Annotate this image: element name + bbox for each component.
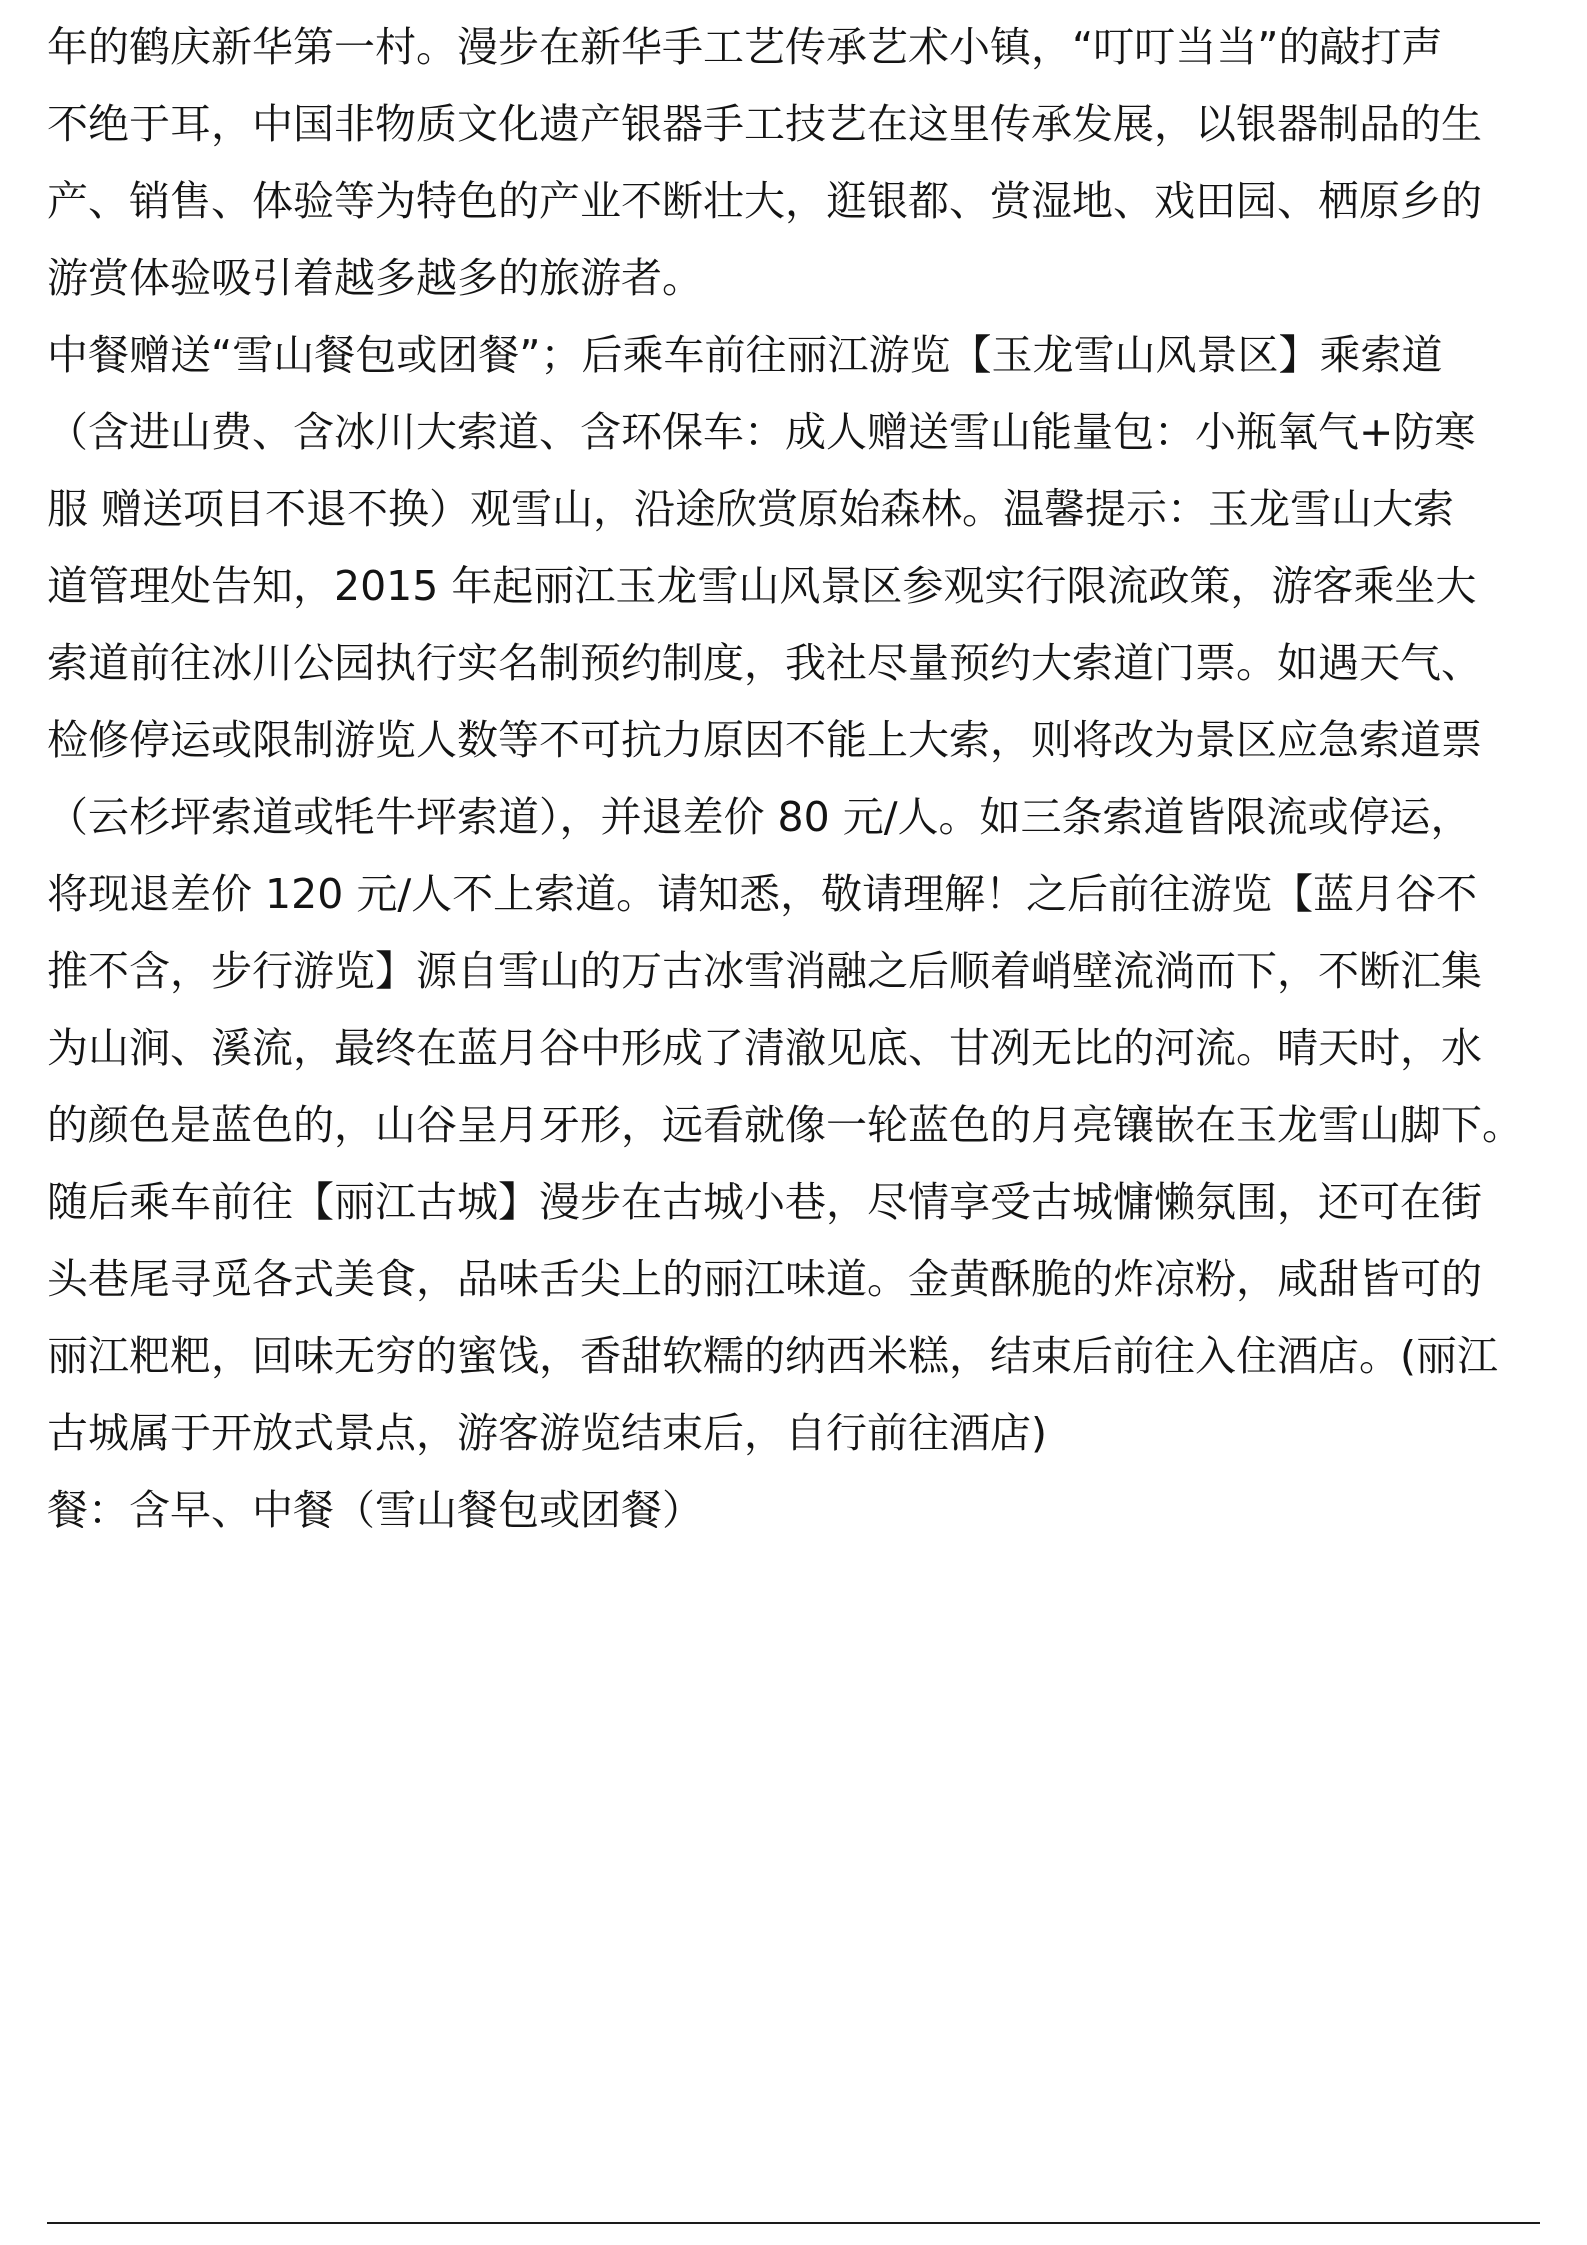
text-line: 推不含，步行游览】源自雪山的万古冰雪消融之后顺着峭壁流淌而下，不断汇集: [47, 947, 1482, 995]
text-line: 头巷尾寻觅各式美食，品味舌尖上的丽江味道。金黄酥脆的炸凉粉，咸甜皆可的: [47, 1255, 1482, 1303]
text-line: 产、销售、体验等为特色的产业不断壮大，逛银都、赏湿地、戏田园、栖原乡的: [47, 177, 1482, 225]
text-line: 索道前往冰川公园执行实名制预约制度，我社尽量预约大索道门票。如遇天气、: [47, 639, 1482, 687]
text-line: 将现退差价 120 元/人不上索道。请知悉，敬请理解！之后前往游览【蓝月谷不: [47, 870, 1478, 918]
text-line: 餐：含早、中餐（雪山餐包或团餐）: [47, 1486, 703, 1534]
text-line: 服 赠送项目不退不换）观雪山，沿途欣赏原始森林。温馨提示：玉龙雪山大索: [47, 485, 1455, 533]
text-line: 检修停运或限制游览人数等不可抗力原因不能上大索，则将改为景区应急索道票: [47, 716, 1482, 764]
text-line: 中餐赠送“雪山餐包或团餐”；后乘车前往丽江游览【玉龙雪山风景区】乘索道: [47, 331, 1443, 379]
text-line: 丽江粑粑，回味无穷的蜜饯，香甜软糯的纳西米糕，结束后前往入住酒店。(丽江: [47, 1332, 1498, 1380]
text-line: （云杉坪索道或牦牛坪索道），并退差价 80 元/人。如三条索道皆限流或停运，: [47, 793, 1472, 841]
text-line: 为山涧、溪流，最终在蓝月谷中形成了清澈见底、甘冽无比的河流。晴天时，水: [47, 1024, 1482, 1072]
text-line: 道管理处告知，2015 年起丽江玉龙雪山风景区参观实行限流政策，游客乘坐大: [47, 562, 1477, 610]
text-line: 不绝于耳，中国非物质文化遗产银器手工技艺在这里传承发展，以银器制品的生: [47, 100, 1482, 148]
text-line: 随后乘车前往【丽江古城】漫步在古城小巷，尽情享受古城慵懒氛围，还可在街: [47, 1178, 1482, 1226]
text-line: 的颜色是蓝色的，山谷呈月牙形，远看就像一轮蓝色的月亮镶嵌在玉龙雪山脚下。: [47, 1101, 1523, 1149]
text-line: （含进山费、含冰川大索道、含环保车：成人赠送雪山能量包：小瓶氧气+防寒: [47, 408, 1476, 456]
text-line: 古城属于开放式景点，游客游览结束后，自行前往酒店): [47, 1409, 1047, 1457]
footer-divider: [47, 2222, 1540, 2224]
text-line: 年的鹤庆新华第一村。漫步在新华手工艺传承艺术小镇，“叮叮当当”的敲打声: [47, 23, 1443, 71]
text-line: 游赏体验吸引着越多越多的旅游者。: [47, 254, 703, 302]
